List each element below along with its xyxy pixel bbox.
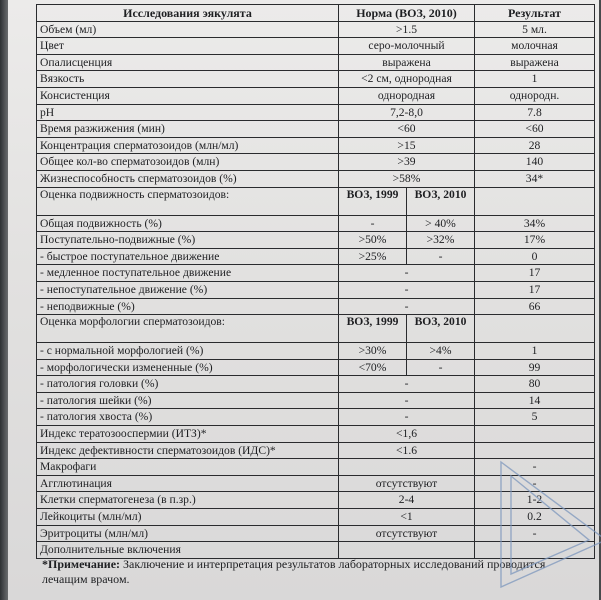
who-1999-header: ВОЗ, 1999 bbox=[339, 187, 407, 215]
row-label: Общее кол-во сперматозоидов (млн) bbox=[37, 154, 339, 171]
row-result: 140 bbox=[475, 154, 595, 171]
row-label: - патология шейки (%) bbox=[37, 392, 339, 409]
table-row bbox=[37, 232, 595, 249]
row-result: 28 bbox=[475, 137, 595, 154]
row-result: 17 bbox=[475, 281, 595, 298]
row-label: Общая подвижность (%) bbox=[37, 215, 339, 232]
row-norm: <1.6 bbox=[339, 442, 475, 459]
who-2010-header: ВОЗ, 2010 bbox=[407, 315, 475, 343]
row-label: Макрофаги bbox=[37, 459, 339, 476]
section-result-empty bbox=[475, 187, 595, 215]
row-result: 80 bbox=[475, 376, 595, 393]
row-label: Поступательно-подвижные (%) bbox=[37, 232, 339, 249]
who-2010-header: ВОЗ, 2010 bbox=[407, 187, 475, 215]
row-norm bbox=[339, 459, 475, 476]
row-label: - непоступательное движение (%) bbox=[37, 281, 339, 298]
row-label: Опалисценция bbox=[37, 54, 339, 71]
table-row bbox=[37, 215, 595, 232]
row-norm: отсутствуют bbox=[339, 475, 475, 492]
row-label: Лейкоциты (млн/мл) bbox=[37, 509, 339, 526]
header-test: Исследования эякулята bbox=[37, 5, 339, 22]
row-norm-2010: >4% bbox=[407, 343, 475, 360]
header-result: Результат bbox=[475, 5, 595, 22]
row-norm: >39 bbox=[339, 154, 475, 171]
row-result: 1-2 bbox=[475, 492, 595, 509]
table-row bbox=[37, 426, 595, 443]
row-result: - bbox=[475, 475, 595, 492]
footnote-prefix: *Примечание: bbox=[42, 557, 121, 571]
row-label: Индекс дефективности сперматозоидов (ИДС)* bbox=[37, 442, 339, 459]
row-label: - патология головки (%) bbox=[37, 376, 339, 393]
row-norm: - bbox=[339, 298, 475, 315]
row-norm-1999: >30% bbox=[339, 343, 407, 360]
row-norm bbox=[339, 542, 475, 559]
table-header-row bbox=[37, 5, 595, 22]
row-label: Агглютинация bbox=[37, 475, 339, 492]
background-edge bbox=[0, 0, 8, 600]
table-row bbox=[37, 298, 595, 315]
row-norm: >58% bbox=[339, 170, 475, 187]
section-title: Оценка подвижность сперматозоидов: bbox=[37, 187, 339, 215]
row-result: 0.2 bbox=[475, 509, 595, 526]
row-norm: - bbox=[339, 376, 475, 393]
results-table bbox=[36, 4, 595, 559]
row-norm-2010: >32% bbox=[407, 232, 475, 249]
row-norm: 7,2-8,0 bbox=[339, 104, 475, 121]
row-norm: - bbox=[339, 265, 475, 282]
row-label: Жизнеспособность сперматозоидов (%) bbox=[37, 170, 339, 187]
row-norm-2010: - bbox=[407, 359, 475, 376]
table-row bbox=[37, 170, 595, 187]
table-row bbox=[37, 376, 595, 393]
row-norm: отсутствуют bbox=[339, 525, 475, 542]
row-result: 17% bbox=[475, 232, 595, 249]
footnote-text: Заключение и интерпретация результатов лабораторных исследований проводится лечащим врачом. bbox=[42, 557, 546, 586]
row-result: выражена bbox=[475, 54, 595, 71]
row-label: Дополнительные включения bbox=[37, 542, 339, 559]
row-result: 17 bbox=[475, 265, 595, 282]
who-1999-header: ВОЗ, 1999 bbox=[339, 315, 407, 343]
row-result bbox=[475, 442, 595, 459]
row-norm: <1 bbox=[339, 509, 475, 526]
row-result: 99 bbox=[475, 359, 595, 376]
table-row bbox=[37, 359, 595, 376]
row-label: - быстрое поступательное движение bbox=[37, 248, 339, 265]
row-label: - с нормальной морфологией (%) bbox=[37, 343, 339, 360]
row-norm: - bbox=[339, 409, 475, 426]
row-norm-1999: <70% bbox=[339, 359, 407, 376]
row-label: Цвет bbox=[37, 38, 339, 55]
row-label: Эритроциты (млн/мл) bbox=[37, 525, 339, 542]
table-row bbox=[37, 492, 595, 509]
row-norm-1999: >50% bbox=[339, 232, 407, 249]
row-norm-1999: - bbox=[339, 215, 407, 232]
row-norm: - bbox=[339, 392, 475, 409]
row-result bbox=[475, 426, 595, 443]
table-row bbox=[37, 154, 595, 171]
section-result-empty bbox=[475, 315, 595, 343]
row-result: 66 bbox=[475, 298, 595, 315]
table-row bbox=[37, 475, 595, 492]
row-label: Индекс тератозооспермии (ИТЗ)* bbox=[37, 426, 339, 443]
row-norm: >1.5 bbox=[339, 21, 475, 38]
table-row bbox=[37, 343, 595, 360]
table-row bbox=[37, 459, 595, 476]
row-norm-2010: - bbox=[407, 248, 475, 265]
row-label: Концентрация сперматозоидов (млн/мл) bbox=[37, 137, 339, 154]
table-row bbox=[37, 121, 595, 138]
row-norm: серо-молочный bbox=[339, 38, 475, 55]
row-label: Клетки сперматогенеза (в п.зр.) bbox=[37, 492, 339, 509]
row-result: 34% bbox=[475, 215, 595, 232]
table-row bbox=[37, 71, 595, 88]
row-result: 1 bbox=[475, 71, 595, 88]
row-label: - медленное поступательное движение bbox=[37, 265, 339, 282]
row-result bbox=[475, 542, 595, 559]
row-norm-2010: > 40% bbox=[407, 215, 475, 232]
row-label: pH bbox=[37, 104, 339, 121]
section-header-row bbox=[37, 315, 595, 343]
row-result: 5 мл. bbox=[475, 21, 595, 38]
table-row bbox=[37, 442, 595, 459]
row-result: 0 bbox=[475, 248, 595, 265]
table-row bbox=[37, 281, 595, 298]
paper-sheet bbox=[6, 0, 599, 600]
row-result: - bbox=[475, 459, 595, 476]
row-result: - bbox=[475, 525, 595, 542]
row-label: Объем (мл) bbox=[37, 21, 339, 38]
row-result: 5 bbox=[475, 409, 595, 426]
row-label: Время разжижения (мин) bbox=[37, 121, 339, 138]
row-label: - патология хвоста (%) bbox=[37, 409, 339, 426]
table-row bbox=[37, 509, 595, 526]
table-row bbox=[37, 104, 595, 121]
table-row bbox=[37, 54, 595, 71]
row-norm: >15 bbox=[339, 137, 475, 154]
row-norm: 2-4 bbox=[339, 492, 475, 509]
row-norm: выражена bbox=[339, 54, 475, 71]
row-norm: <2 см, однородная bbox=[339, 71, 475, 88]
row-result: 14 bbox=[475, 392, 595, 409]
row-result: однородн. bbox=[475, 87, 595, 104]
table-row bbox=[37, 38, 595, 55]
table-row bbox=[37, 137, 595, 154]
row-norm-1999: >25% bbox=[339, 248, 407, 265]
section-header-row bbox=[37, 187, 595, 215]
table-row bbox=[37, 392, 595, 409]
row-norm: - bbox=[339, 281, 475, 298]
row-result: 1 bbox=[475, 343, 595, 360]
row-label: Консистенция bbox=[37, 87, 339, 104]
table-row bbox=[37, 265, 595, 282]
row-label: Вязкость bbox=[37, 71, 339, 88]
table-row bbox=[37, 21, 595, 38]
table-row bbox=[37, 87, 595, 104]
table-row bbox=[37, 409, 595, 426]
table-row bbox=[37, 525, 595, 542]
table-row bbox=[37, 542, 595, 559]
row-label: - морфологически измененные (%) bbox=[37, 359, 339, 376]
row-norm: <1,6 bbox=[339, 426, 475, 443]
footnote bbox=[42, 557, 562, 587]
row-result: молочная bbox=[475, 38, 595, 55]
header-norm: Норма (ВОЗ, 2010) bbox=[339, 5, 475, 22]
row-result: <60 bbox=[475, 121, 595, 138]
row-norm: однородная bbox=[339, 87, 475, 104]
row-norm: <60 bbox=[339, 121, 475, 138]
section-title: Оценка морфологии сперматозоидов: bbox=[37, 315, 339, 343]
table-row bbox=[37, 248, 595, 265]
row-label: - неподвижные (%) bbox=[37, 298, 339, 315]
row-result: 34* bbox=[475, 170, 595, 187]
row-result: 7.8 bbox=[475, 104, 595, 121]
